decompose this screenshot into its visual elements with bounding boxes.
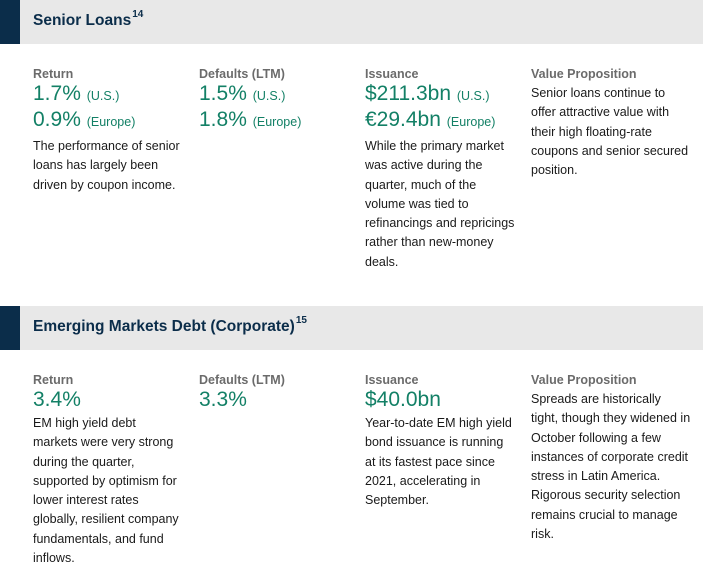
return-value-europe: 0.9% (Europe)	[33, 108, 136, 131]
header-accent	[0, 306, 20, 350]
issuance-value: $40.0bn	[365, 388, 441, 411]
defaults-label: Defaults (LTM)	[199, 373, 285, 387]
section-title: Emerging Markets Debt (Corporate)$^{15}$	[33, 315, 307, 336]
section-title: Senior Loans$^{14}$	[33, 9, 144, 30]
issuance-column	[365, 66, 515, 272]
footnote-marker: 14	[132, 9, 144, 20]
value-proposition-label: Value Proposition	[531, 67, 637, 81]
footnote-marker: 15	[295, 315, 307, 326]
section-header	[0, 306, 703, 350]
return-column	[33, 66, 183, 195]
section-header	[0, 0, 703, 44]
defaults-column	[199, 66, 349, 134]
return-column	[33, 372, 183, 568]
defaults-value-europe: 1.8% (Europe)	[199, 108, 302, 131]
return-value: 3.4%	[33, 388, 81, 411]
defaults-value-us: 1.5% (U.S.)	[199, 82, 286, 105]
return-description: The performance of senior loans has largely been driven by coupon income.	[33, 139, 180, 192]
em-debt-section	[0, 306, 706, 586]
issuance-label: Issuance	[365, 67, 419, 81]
defaults-label: Defaults (LTM)	[199, 67, 285, 81]
defaults-column	[199, 372, 349, 411]
return-description: EM high yield debt markets were very strong during the quarter, supported by optimism for lower interest rates globally, resilient company fundamentals, and fund inflows.	[33, 416, 179, 566]
issuance-column	[365, 372, 515, 510]
issuance-value-europe: €29.4bn (Europe)	[365, 108, 496, 131]
value-proposition-label: Value Proposition	[531, 373, 637, 387]
value-proposition-column	[531, 66, 691, 180]
defaults-value: 3.3%	[199, 388, 247, 411]
return-value-us: 1.7% (U.S.)	[33, 82, 120, 105]
value-proposition-text: Spreads are historically tight, though they widened in October following a few instances of corporate credit stress in Latin America. Rigorous security selection remains crucial to manage risk.	[531, 392, 691, 542]
issuance-label: Issuance	[365, 373, 419, 387]
header-accent	[0, 0, 20, 44]
value-proposition-column	[531, 372, 691, 544]
issuance-description: While the primary market was active during the quarter, much of the volume was tied to refinancings and repricings rather than new-money deals.	[365, 139, 515, 269]
return-label: Return	[33, 67, 74, 81]
value-proposition-text: Senior loans continue to offer attractive value with their high floating-rate coupons and senior secured position.	[531, 86, 689, 178]
issuance-description: Year-to-date EM high yield bond issuance is running at its fastest pace since 2021, accelerating in September.	[365, 416, 512, 508]
issuance-value-us: $211.3bn (U.S.)	[365, 82, 490, 105]
return-label: Return	[33, 373, 74, 387]
